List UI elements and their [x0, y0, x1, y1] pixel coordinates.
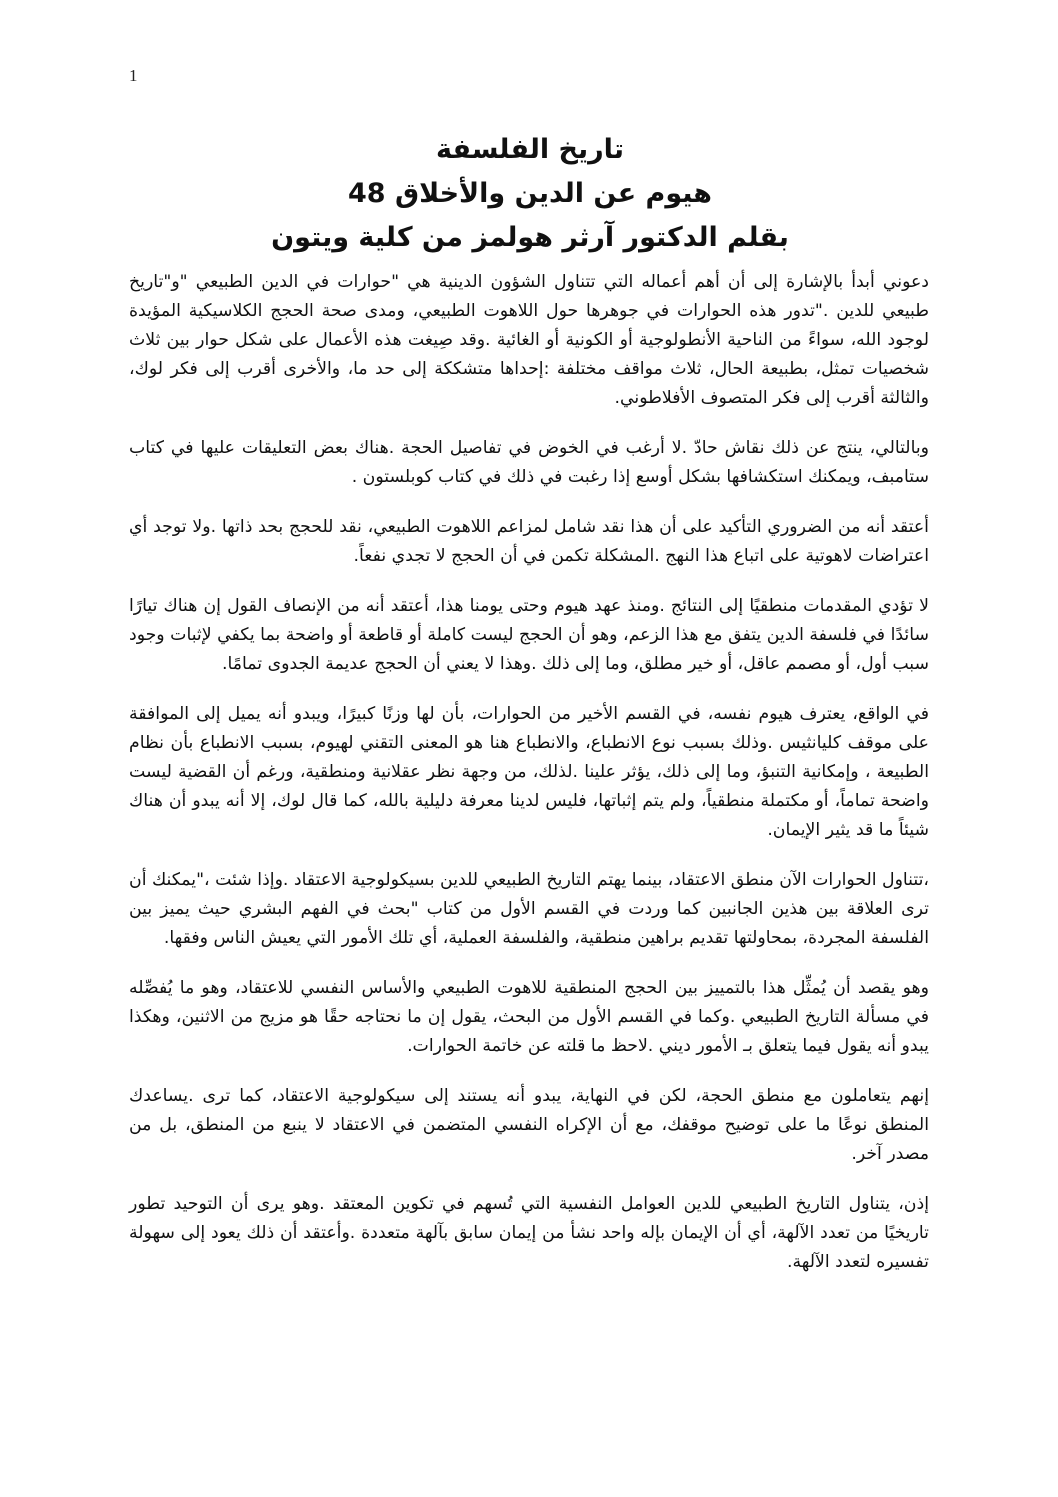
- paragraph-1: دعوني أبدأ بالإشارة إلى أن أهم أعماله التي تتناول الشؤون الدينية هي "حوارات في الدين الطبيعي "و"تاريخ طبيعي للدين ."تدور هذه الحوارات في جوهرها حول اللاهوت الطبيعي، ومدى صحة الحجج الكلاسيكية المؤيدة لوجود الله، سواءً من الناحية الأنطولوجية أو الكونية أو الغائية .وقد صِيغت هذه الأعمال على شكل حوار بين ثلاث شخصيات تمثل، بطبيعة الحال، ثلاث مواقف مختلفة :إحداها متشككة إلى حد ما، والأخرى أقرب إلى فكر لوك، والثالثة أقرب إلى فكر المتصوف الأفلاطوني.: [129, 272, 929, 408]
- title-line-2: هيوم عن الدين والأخلاق 48: [347, 178, 713, 209]
- title-line-1: تاريخ الفلسفة: [436, 134, 624, 165]
- paragraph-8: إنهم يتعاملون مع منطق الحجة، لكن في النهاية، يبدو أنه يستند إلى سيكولوجية الاعتقاد، كما ترى .يساعدك المنطق نوعًا ما على توضيح موقفك، مع أن الإكراه النفسي المتضمن في الاعتقاد لا ينبع من المنطق، بل من مصدر آخر.: [129, 1086, 929, 1164]
- document-title: [150, 128, 910, 260]
- paragraph-2: وبالتالي، ينتج عن ذلك نقاش حادّ .لا أرغب في الخوض في تفاصيل الحجة .هناك بعض التعليقات عليها في كتاب ستامبف، ويمكنك استكشافها بشكل أوسع إذا رغبت في ذلك في كتاب كوبلستون .: [129, 438, 929, 487]
- page-number: 1: [129, 66, 138, 85]
- paragraph-4: لا تؤدي المقدمات منطقيًا إلى النتائج .ومنذ عهد هيوم وحتى يومنا هذا، أعتقد أنه من الإنصاف القول إن هناك تيارًا سائدًا في فلسفة الدين يتفق مع هذا الزعم، وهو أن الحجج ليست كاملة أو قاطعة أو واضحة بما يكفي لإثبات وجود سبب أول، أو مصمم عاقل، أو خير مطلق، وما إلى ذلك .وهذا لا يعني أن الحجج عديمة الجدوى تمامًا.: [129, 596, 929, 674]
- paragraph-5: في الواقع، يعترف هيوم نفسه، في القسم الأخير من الحوارات، بأن لها وزنًا كبيرًا، ويبدو أنه يميل إلى الموافقة على موقف كليانثيس .وذلك بسبب نوع الانطباع، والانطباع هنا هو المعنى التقني لهيوم، بسبب الانطباع بأن نظام الطبيعة ، وإمكانية التنبؤ، وما إلى ذلك، يؤثر علينا .لذلك، من وجهة نظر عقلانية ومنطقية، ورغم أن القضية ليست واضحة تماماً، أو مكتملة منطقياً، ولم يتم إثباتها، فليس لدينا معرفة دليلية بالله، كما قال لوك، إلا أنه يبدو أن هناك شيئاً ما قد يثير الإيمان.: [129, 704, 929, 840]
- paragraph-7: وهو يقصد أن يُمثِّل هذا بالتمييز بين الحجج المنطقية للاهوت الطبيعي والأساس النفسي للاعتقاد، وهو ما يُفصِّله في مسألة التاريخ الطبيعي .وكما في القسم الأول من البحث، يقول إن ما نحتاجه حقًا هو مزيج من الاثنين، وهكذا يبدو أنه يقول فيما يتعلق بـ الأمور ديني .لاحظ ما قلته عن خاتمة الحوارات.: [129, 978, 929, 1056]
- paragraph-3: أعتقد أنه من الضروري التأكيد على أن هذا نقد شامل لمزاعم اللاهوت الطبيعي، نقد للحجج بحد ذاتها .ولا توجد أي اعتراضات لاهوتية على اتباع هذا النهج .المشكلة تكمن في أن الحجج لا تجدي نفعاً.: [129, 517, 929, 566]
- paragraph-6: ،تتناول الحوارات الآن منطق الاعتقاد، بينما يهتم التاريخ الطبيعي للدين بسيكولوجية الاعتقاد .وإذا شئت ،"يمكنك أن ترى العلاقة بين هذين الجانبين كما وردت في القسم الأول من كتاب "بحث في الفهم البشري حيث يميز بين الفلسفة المجردة، بمحاولتها تقديم براهين منطقية، والفلسفة العملية، أي تلك الأمور التي يعيش الناس وفقها.: [129, 870, 929, 948]
- paragraph-9: إذن، يتناول التاريخ الطبيعي للدين العوامل النفسية التي تُسهم في تكوين المعتقد .وهو يرى أن التوحيد تطور تاريخيًا من تعدد الآلهة، أي أن الإيمان بإله واحد نشأ من إيمان سابق بآلهة متعددة .وأعتقد أن ذلك يعود إلى سهولة تفسيره لتعدد الآلهة.: [129, 1194, 929, 1272]
- document-body: [129, 268, 929, 1298]
- title-line-3: بقلم الدكتور آرثر هولمز من كلية ويتون: [271, 222, 789, 253]
